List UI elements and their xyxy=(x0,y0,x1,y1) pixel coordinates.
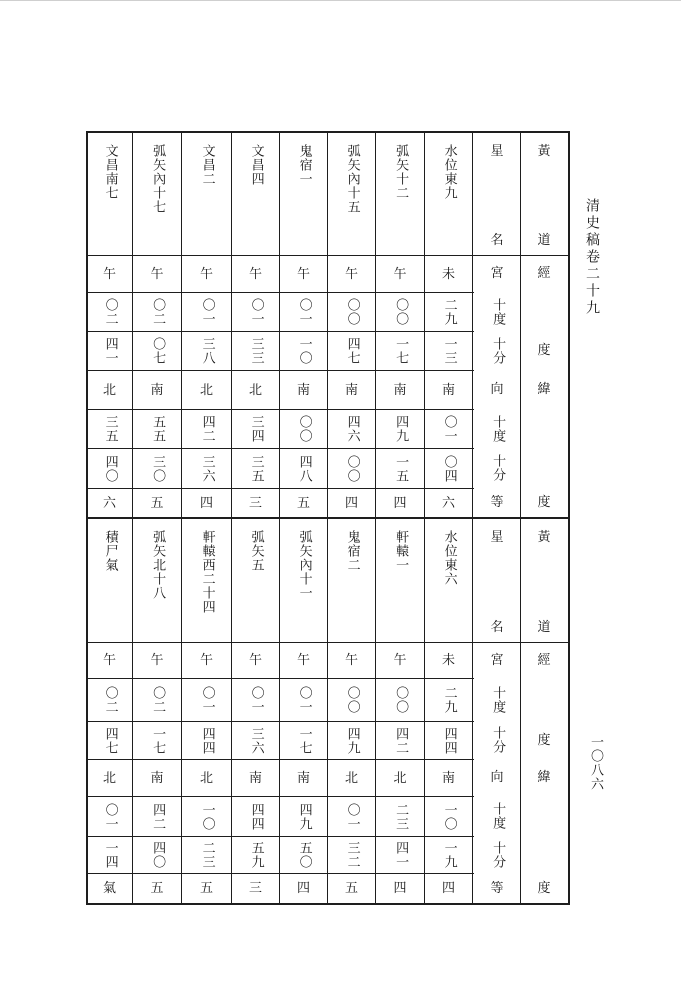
upper-star-wei-du-text: 〇一 xyxy=(441,415,457,443)
upper-star-deng-cell xyxy=(133,489,181,517)
lower-star-xiang-text: 南 xyxy=(441,770,455,786)
lower-star-wei-fen-cell xyxy=(328,837,375,873)
upper-star-wei-du-text: 三五 xyxy=(102,415,118,443)
upper-star-name-cell xyxy=(87,132,132,255)
lower-star-jing-fen-text: 三六 xyxy=(248,726,264,755)
upper-star-name-cell xyxy=(376,132,424,255)
lower-star-jing-du-text: 〇一 xyxy=(248,686,264,714)
upper-star-gong-cell xyxy=(425,256,472,292)
upper-star-jing-fen-text: 〇七 xyxy=(150,337,166,365)
lower-star-jing-du-text: 〇二 xyxy=(102,686,118,714)
upper-star-xiang-cell xyxy=(328,371,375,409)
lower-star-gong-text: 午 xyxy=(150,653,164,668)
upper-star-wei-fen-cell xyxy=(425,449,472,488)
upper-star-wei-du-cell xyxy=(280,410,327,448)
lower-star-deng-cell xyxy=(280,874,327,903)
lower-star-xiang-text: 北 xyxy=(393,770,407,786)
upper-star-name-cell xyxy=(133,132,181,255)
upper-star-wei-fen-text: 四八 xyxy=(296,454,312,483)
upper-star-jing-fen-text: 一三 xyxy=(441,337,457,365)
upper-star-wei-du-cell xyxy=(133,410,181,448)
lower-star-name-cell xyxy=(328,518,375,642)
lower-star-wei-fen-cell xyxy=(133,837,181,873)
lower-star-name-cell xyxy=(425,518,472,642)
upper-star-jing-fen-cell xyxy=(376,332,424,370)
lower-star-wei-du-cell xyxy=(87,797,132,836)
lower-star-name-text: 弧矢北十八 xyxy=(150,530,166,600)
upper-star-jing-fen-text: 一七 xyxy=(393,337,409,365)
header-shidu-label: 十度 xyxy=(490,297,506,326)
upper-star-wei-fen-text: 〇四 xyxy=(441,454,457,483)
header-jing: 經 xyxy=(537,652,551,668)
upper-star-wei-du-text: 五五 xyxy=(150,415,166,443)
lower-star-jing-du-cell xyxy=(425,679,472,721)
upper-star-wei-du-text: 四六 xyxy=(344,415,360,443)
upper-star-name-cell xyxy=(232,132,279,255)
upper-star-jing-fen-cell xyxy=(425,332,472,370)
lower-star-wei-fen-text: 一九 xyxy=(441,841,457,869)
upper-star-jing-du-cell xyxy=(232,293,279,331)
lower-star-jing-du-text: 〇二 xyxy=(150,686,166,714)
upper-star-xiang-cell xyxy=(280,371,327,409)
lower-star-name-text: 水位東六 xyxy=(441,530,457,586)
lower-star-xiang-text: 北 xyxy=(344,770,358,786)
header-shidu-label: 十度 xyxy=(490,414,506,443)
header-star-label: 星 xyxy=(490,143,504,159)
lower-star-wei-du-cell xyxy=(232,797,279,836)
lower-star-wei-fen-text: 二三 xyxy=(199,841,215,869)
lower-star-xiang-text: 北 xyxy=(102,770,116,786)
lower-star-wei-du-text: 一〇 xyxy=(199,802,215,831)
lower-star-jing-fen-text: 一七 xyxy=(150,726,166,755)
lower-star-jing-du-text: 〇〇 xyxy=(344,686,360,714)
upper-star-gong-cell xyxy=(87,256,132,292)
upper-star-xiang-text: 南 xyxy=(344,382,358,398)
upper-star-name-cell xyxy=(328,132,375,255)
header-gong-label: 宮 xyxy=(490,266,504,281)
upper-star-gong-cell xyxy=(182,256,231,292)
lower-star-jing-du-cell xyxy=(328,679,375,721)
upper-star-jing-du-cell xyxy=(87,293,132,331)
lower-star-jing-du-text: 〇〇 xyxy=(393,686,409,714)
lower-star-jing-fen-text: 一七 xyxy=(296,726,312,755)
header-wei: 緯 xyxy=(537,770,551,785)
lower-star-gong-text: 午 xyxy=(344,653,358,668)
lower-star-name-cell xyxy=(182,518,231,642)
upper-star-deng-cell xyxy=(232,489,279,517)
lower-star-wei-du-cell xyxy=(280,797,327,836)
upper-star-jing-du-text: 〇二 xyxy=(150,298,166,326)
lower-star-name-cell xyxy=(376,518,424,642)
upper-star-jing-fen-cell xyxy=(87,332,132,370)
upper-star-deng-cell xyxy=(376,489,424,517)
lower-star-wei-du-cell xyxy=(376,797,424,836)
upper-star-deng-text: 六 xyxy=(441,495,455,511)
upper-star-jing-du-text: 〇一 xyxy=(248,298,264,326)
header-name-label: 名 xyxy=(490,232,504,248)
upper-star-jing-fen-text: 三三 xyxy=(248,337,264,365)
lower-star-jing-du-cell xyxy=(280,679,327,721)
upper-star-xiang-text: 南 xyxy=(150,382,164,398)
upper-star-wei-du-cell xyxy=(425,410,472,448)
upper-star-gong-cell xyxy=(280,256,327,292)
upper-star-gong-cell xyxy=(376,256,424,292)
upper-star-wei-fen-cell xyxy=(232,449,279,488)
lower-star-deng-text: 五 xyxy=(344,881,358,896)
upper-star-gong-cell xyxy=(328,256,375,292)
lower-star-deng-cell xyxy=(328,874,375,903)
upper-star-deng-cell xyxy=(182,489,231,517)
upper-star-wei-fen-text: 四〇 xyxy=(102,454,118,483)
lower-star-deng-text: 三 xyxy=(248,881,262,896)
header-deng-label: 等 xyxy=(490,880,504,896)
lower-star-wei-du-cell xyxy=(425,797,472,836)
lower-star-deng-text: 四 xyxy=(393,881,407,896)
upper-star-xiang-text: 北 xyxy=(199,382,213,398)
lower-star-deng-cell xyxy=(232,874,279,903)
upper-star-jing-du-cell xyxy=(133,293,181,331)
lower-star-deng-cell xyxy=(87,874,132,903)
upper-star-wei-du-text: 三四 xyxy=(248,415,264,443)
lower-star-wei-du-text: 〇一 xyxy=(344,802,360,831)
lower-star-deng-cell xyxy=(425,874,472,903)
upper-star-name-text: 弧矢十二 xyxy=(393,144,409,200)
page-number: 一〇八六 xyxy=(588,735,603,791)
lower-star-gong-text: 午 xyxy=(199,653,213,668)
upper-star-wei-fen-cell xyxy=(182,449,231,488)
lower-star-wei-fen-text: 一四 xyxy=(102,841,118,869)
lower-star-name-text: 軒轅一 xyxy=(393,530,409,572)
lower-star-xiang-text: 南 xyxy=(150,770,164,786)
lower-star-gong-text: 午 xyxy=(248,653,262,668)
upper-star-wei-du-text: 四九 xyxy=(393,415,409,443)
upper-star-gong-text: 午 xyxy=(393,266,407,282)
upper-star-gong-text: 午 xyxy=(199,266,213,282)
lower-star-xiang-cell xyxy=(232,760,279,796)
lower-star-wei-fen-text: 三二 xyxy=(344,841,360,869)
lower-star-jing-fen-cell xyxy=(232,722,279,759)
upper-star-name-text: 文昌四 xyxy=(248,144,264,186)
upper-star-deng-text: 五 xyxy=(296,495,310,511)
header-xiang-label: 向 xyxy=(490,770,504,785)
upper-star-jing-du-cell xyxy=(182,293,231,331)
lower-star-jing-du-cell xyxy=(87,679,132,721)
upper-star-deng-text: 六 xyxy=(102,495,116,511)
upper-star-wei-du-cell xyxy=(87,410,132,448)
upper-star-deng-text: 四 xyxy=(344,495,358,511)
lower-star-wei-du-text: 四四 xyxy=(248,802,264,831)
upper-star-wei-fen-cell xyxy=(376,449,424,488)
upper-star-name-text: 弧矢內十七 xyxy=(150,144,166,214)
lower-star-wei-du-text: 〇一 xyxy=(102,802,118,831)
upper-star-jing-du-cell xyxy=(425,293,472,331)
lower-star-gong-cell xyxy=(232,643,279,678)
lower-star-xiang-cell xyxy=(182,760,231,796)
upper-star-jing-fen-cell xyxy=(133,332,181,370)
upper-star-name-cell xyxy=(280,132,327,255)
header-huang: 黃 xyxy=(537,143,551,159)
lower-star-name-cell xyxy=(87,518,132,642)
upper-star-deng-cell xyxy=(87,489,132,517)
header-dao: 道 xyxy=(537,620,551,635)
lower-star-deng-text: 五 xyxy=(199,881,213,896)
table-border-bottom xyxy=(86,903,570,905)
header-xiang-label: 向 xyxy=(490,382,504,397)
upper-star-xiang-cell xyxy=(425,371,472,409)
upper-star-wei-fen-text: 〇〇 xyxy=(344,454,360,483)
lower-star-xiang-cell xyxy=(425,760,472,796)
lower-star-jing-fen-cell xyxy=(376,722,424,759)
lower-star-name-text: 弧矢五 xyxy=(248,530,264,572)
lower-star-wei-fen-text: 五九 xyxy=(248,841,264,869)
header-deng-label: 等 xyxy=(490,495,504,510)
upper-star-jing-fen-text: 四七 xyxy=(344,337,360,365)
lower-star-deng-text: 氣 xyxy=(102,881,116,896)
lower-star-name-text: 弧矢內十一 xyxy=(296,530,312,600)
lower-star-wei-du-cell xyxy=(133,797,181,836)
lower-star-jing-du-text: 〇一 xyxy=(296,686,312,714)
lower-star-deng-text: 四 xyxy=(296,881,310,896)
scan-top-edge xyxy=(0,0,681,1)
header-dao: 道 xyxy=(537,232,551,248)
upper-star-name-text: 弧矢內十五 xyxy=(344,144,360,214)
lower-star-wei-fen-cell xyxy=(376,837,424,873)
lower-star-xiang-text: 南 xyxy=(296,770,310,786)
upper-star-wei-du-cell xyxy=(232,410,279,448)
lower-star-name-cell xyxy=(232,518,279,642)
upper-star-xiang-text: 北 xyxy=(248,382,262,398)
lower-star-xiang-cell xyxy=(328,760,375,796)
upper-star-deng-cell xyxy=(328,489,375,517)
upper-star-gong-cell xyxy=(232,256,279,292)
upper-star-gong-text: 午 xyxy=(102,266,116,282)
lower-star-jing-du-cell xyxy=(182,679,231,721)
upper-star-wei-du-cell xyxy=(328,410,375,448)
lower-star-jing-fen-text: 四四 xyxy=(199,726,215,755)
lower-star-wei-fen-cell xyxy=(182,837,231,873)
header-name-label: 名 xyxy=(490,620,504,635)
lower-star-deng-cell xyxy=(182,874,231,903)
lower-star-xiang-cell xyxy=(133,760,181,796)
lower-star-xiang-cell xyxy=(376,760,424,796)
upper-star-xiang-text: 南 xyxy=(441,382,455,398)
lower-star-gong-cell xyxy=(280,643,327,678)
lower-star-deng-cell xyxy=(376,874,424,903)
header-wei: 緯 xyxy=(537,382,551,397)
header-shidu-label: 十度 xyxy=(490,802,506,830)
upper-star-jing-fen-text: 三八 xyxy=(199,337,215,365)
upper-star-wei-du-text: 四二 xyxy=(199,415,215,443)
upper-star-wei-fen-cell xyxy=(87,449,132,488)
lower-star-deng-text: 五 xyxy=(150,881,164,896)
upper-star-gong-text: 午 xyxy=(248,266,262,282)
header-shifen-label: 十分 xyxy=(490,840,506,869)
upper-star-wei-fen-text: 三六 xyxy=(199,454,215,483)
upper-star-xiang-text: 南 xyxy=(393,382,407,398)
lower-star-jing-du-text: 〇一 xyxy=(199,686,215,714)
lower-star-xiang-cell xyxy=(87,760,132,796)
lower-star-wei-fen-cell xyxy=(280,837,327,873)
upper-star-deng-text: 四 xyxy=(199,495,213,511)
lower-star-wei-fen-text: 四〇 xyxy=(150,841,166,869)
lower-star-wei-du-text: 一〇 xyxy=(441,802,457,831)
lower-star-name-cell xyxy=(133,518,181,642)
upper-star-jing-fen-cell xyxy=(182,332,231,370)
lower-star-name-text: 鬼宿二 xyxy=(344,530,360,572)
lower-star-wei-du-text: 二三 xyxy=(393,802,409,831)
lower-star-gong-text: 未 xyxy=(441,653,455,668)
upper-star-name-text: 文昌二 xyxy=(199,144,215,186)
header-du: 度 xyxy=(537,732,551,748)
upper-star-wei-du-cell xyxy=(376,410,424,448)
lower-star-wei-fen-text: 四一 xyxy=(393,841,409,869)
header-gong-label: 宮 xyxy=(490,652,504,668)
lower-star-jing-fen-text: 四七 xyxy=(102,726,118,755)
lower-star-jing-fen-text: 四四 xyxy=(441,726,457,755)
lower-star-jing-du-text: 二九 xyxy=(441,686,457,714)
lower-star-jing-du-cell xyxy=(232,679,279,721)
upper-star-deng-cell xyxy=(280,489,327,517)
upper-star-xiang-cell xyxy=(133,371,181,409)
lower-star-gong-cell xyxy=(133,643,181,678)
lower-star-deng-text: 四 xyxy=(441,881,455,896)
header-du-bottom: 度 xyxy=(537,495,551,510)
upper-star-name-text: 文昌南七 xyxy=(102,144,118,200)
lower-star-jing-fen-text: 四九 xyxy=(344,726,360,755)
upper-star-jing-du-cell xyxy=(376,293,424,331)
lower-star-gong-text: 午 xyxy=(296,653,310,668)
lower-star-wei-fen-text: 五〇 xyxy=(296,841,312,869)
lower-star-jing-fen-cell xyxy=(182,722,231,759)
header-du-bottom: 度 xyxy=(537,880,551,896)
upper-star-xiang-cell xyxy=(182,371,231,409)
upper-star-jing-fen-text: 四一 xyxy=(102,337,118,365)
lower-star-xiang-cell xyxy=(280,760,327,796)
lower-star-name-cell xyxy=(280,518,327,642)
lower-star-wei-fen-cell xyxy=(425,837,472,873)
upper-star-wei-fen-text: 一五 xyxy=(393,454,409,483)
upper-star-gong-text: 午 xyxy=(344,266,358,282)
lower-star-name-text: 積尸氣 xyxy=(102,530,118,572)
upper-star-wei-fen-cell xyxy=(328,449,375,488)
upper-star-jing-fen-cell xyxy=(328,332,375,370)
lower-star-wei-du-cell xyxy=(328,797,375,836)
upper-star-jing-du-cell xyxy=(280,293,327,331)
upper-star-xiang-text: 南 xyxy=(296,382,310,398)
upper-star-jing-du-text: 〇二 xyxy=(102,298,118,326)
lower-star-jing-fen-cell xyxy=(87,722,132,759)
lower-star-gong-text: 午 xyxy=(102,653,116,668)
header-huang: 黃 xyxy=(537,529,551,545)
upper-star-name-cell xyxy=(425,132,472,255)
lower-star-gong-cell xyxy=(328,643,375,678)
upper-star-xiang-cell xyxy=(376,371,424,409)
lower-star-gong-cell xyxy=(425,643,472,678)
star-catalog-table xyxy=(86,131,570,905)
upper-star-gong-text: 午 xyxy=(296,266,310,282)
upper-star-jing-du-text: 〇〇 xyxy=(344,298,360,326)
lower-star-jing-fen-cell xyxy=(280,722,327,759)
lower-star-jing-fen-cell xyxy=(425,722,472,759)
upper-star-gong-text: 午 xyxy=(150,266,164,282)
lower-star-wei-fen-cell xyxy=(87,837,132,873)
upper-star-name-text: 水位東九 xyxy=(441,144,457,200)
lower-star-jing-fen-text: 四二 xyxy=(393,726,409,755)
running-title: 清史稿卷二十九 xyxy=(584,198,600,317)
lower-star-jing-fen-cell xyxy=(133,722,181,759)
upper-star-jing-fen-text: 一〇 xyxy=(296,337,312,365)
upper-star-wei-du-text: 〇〇 xyxy=(296,415,312,443)
lower-star-gong-cell xyxy=(376,643,424,678)
upper-star-deng-text: 四 xyxy=(393,495,407,511)
header-jing: 經 xyxy=(537,266,551,281)
lower-star-gong-cell xyxy=(182,643,231,678)
lower-star-jing-du-cell xyxy=(133,679,181,721)
upper-star-wei-fen-cell xyxy=(280,449,327,488)
lower-star-name-text: 軒轅西二十四 xyxy=(199,530,215,614)
upper-star-xiang-cell xyxy=(87,371,132,409)
lower-star-jing-fen-cell xyxy=(328,722,375,759)
upper-star-name-text: 鬼宿一 xyxy=(296,144,312,186)
header-shifen-label: 十分 xyxy=(490,726,506,754)
header-shifen-label: 十分 xyxy=(490,454,506,482)
upper-star-jing-fen-cell xyxy=(232,332,279,370)
lower-star-wei-du-text: 四二 xyxy=(150,802,166,831)
lower-star-xiang-text: 北 xyxy=(199,770,213,786)
upper-star-xiang-text: 北 xyxy=(102,382,116,398)
lower-star-wei-fen-cell xyxy=(232,837,279,873)
upper-star-jing-du-text: 〇一 xyxy=(199,298,215,326)
header-shidu-label: 十度 xyxy=(490,685,506,714)
upper-star-deng-cell xyxy=(425,489,472,517)
header-shifen-label: 十分 xyxy=(490,336,506,365)
lower-star-xiang-text: 南 xyxy=(248,770,262,786)
lower-star-wei-du-cell xyxy=(182,797,231,836)
lower-star-wei-du-text: 四九 xyxy=(296,802,312,831)
lower-star-gong-text: 午 xyxy=(393,653,407,668)
upper-star-jing-fen-cell xyxy=(280,332,327,370)
upper-star-wei-du-cell xyxy=(182,410,231,448)
upper-star-jing-du-text: 〇〇 xyxy=(393,298,409,326)
upper-star-wei-fen-text: 三〇 xyxy=(150,454,166,483)
upper-star-jing-du-text: 二九 xyxy=(441,298,457,326)
upper-star-wei-fen-cell xyxy=(133,449,181,488)
upper-star-jing-du-cell xyxy=(328,293,375,331)
lower-star-deng-cell xyxy=(133,874,181,903)
upper-star-xiang-cell xyxy=(232,371,279,409)
header-du: 度 xyxy=(537,343,551,358)
lower-star-jing-du-cell xyxy=(376,679,424,721)
upper-star-gong-cell xyxy=(133,256,181,292)
upper-star-jing-du-text: 〇一 xyxy=(296,298,312,326)
upper-star-deng-text: 五 xyxy=(150,495,164,511)
lower-star-gong-cell xyxy=(87,643,132,678)
upper-star-gong-text: 未 xyxy=(441,266,455,282)
upper-star-name-cell xyxy=(182,132,231,255)
upper-star-wei-fen-text: 三五 xyxy=(248,454,264,483)
header-star-label: 星 xyxy=(490,529,504,545)
upper-star-deng-text: 三 xyxy=(248,495,262,511)
